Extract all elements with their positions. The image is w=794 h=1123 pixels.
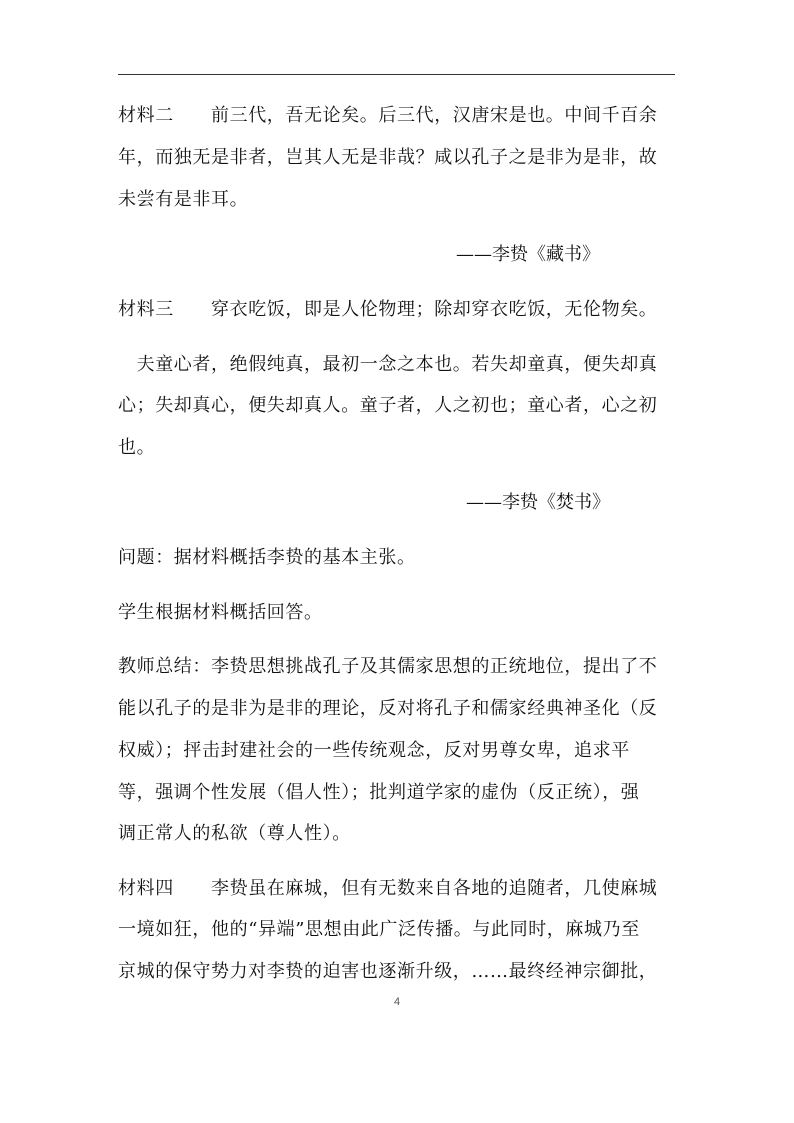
material2-line-2: 年，而独无是非者，岂其人无是非哉？咸以孔子之是非为是非，故 (118, 147, 658, 168)
material4-line-2: 一境如狂，他的“异端”思想由此广泛传播。与此同时，麻城乃至 (118, 919, 640, 940)
material3-line-3: 心；失却真心，便失却真人。童子者，人之初也；童心者，心之初 (118, 395, 658, 416)
page-number: 4 (393, 996, 401, 1008)
material2-source: ——李贽《藏书》 (456, 244, 600, 265)
teacher-summary-line-2: 能以孔子的是非为是非的理论，反对将孔子和儒家经典神圣化（反 (118, 698, 658, 719)
material3-line-1: 材料三 穿衣吃饭，即是人伦物理；除却穿衣吃饭，无伦物矣。 (118, 299, 658, 320)
material3-line-2: 夫童心者，绝假纯真，最初一念之本也。若失却童真，便失却真 (118, 354, 658, 375)
header-rule (118, 74, 675, 75)
material4-line-1: 材料四 李贽虽在麻城，但有无数来自各地的追随者，几使麻城 (118, 878, 658, 899)
material2-line-3: 未尝有是非耳。 (118, 189, 249, 210)
question-text: 问题：据材料概括李贽的基本主张。 (118, 547, 416, 568)
material3-source: ——李贽《焚书》 (466, 492, 610, 513)
material3-line-4: 也。 (118, 437, 156, 458)
teacher-summary-line-3: 权威）；抨击封建社会的一些传统观念，反对男尊女卑，追求平 (118, 740, 630, 761)
student-answer-text: 学生根据材料概括回答。 (118, 602, 323, 623)
teacher-summary-line-5: 调正常人的私欲（尊人性）。 (118, 823, 351, 844)
teacher-summary-line-4: 等，强调个性发展（倡人性）；批判道学家的虚伪（反正统），强 (118, 782, 640, 803)
teacher-summary-line-1: 教师总结：李贽思想挑战孔子及其儒家思想的正统地位，提出了不 (118, 656, 658, 677)
material4-line-3: 京城的保守势力对李贽的迫害也逐渐升级，……最终经神宗御批， (118, 961, 658, 982)
material2-line-1: 材料二 前三代，吾无论矣。后三代，汉唐宋是也。中间千百余 (118, 105, 658, 126)
